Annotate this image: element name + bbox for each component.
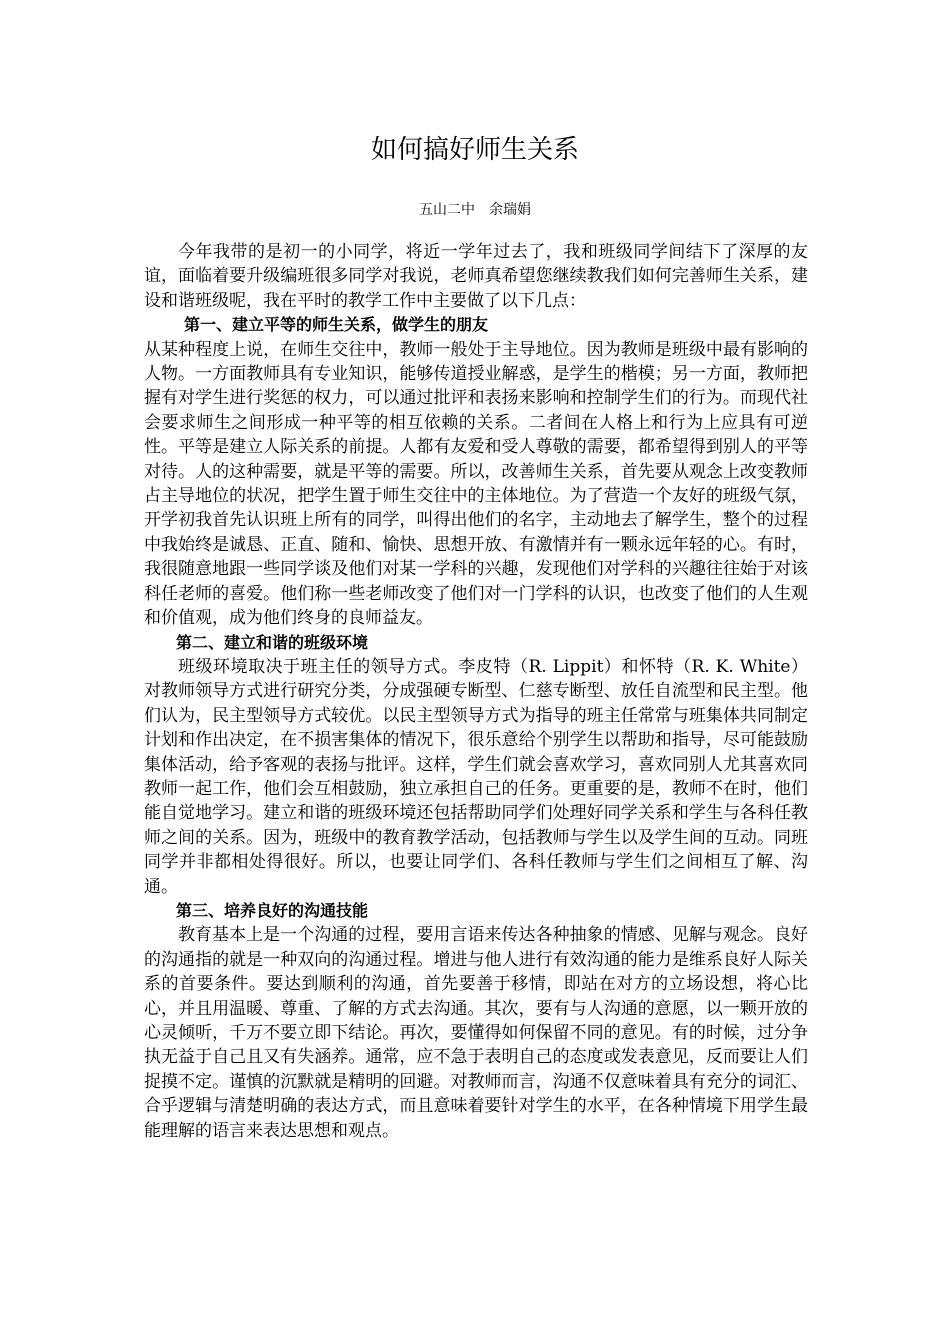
section-heading-3: 第三、培养良好的沟通技能: [176, 900, 369, 920]
intro-paragraph: 今年我带的是初一的小同学，将近一学年过去了，我和班级同学间结下了深厚的友谊，面临着要升级编班很多同学对我说，老师真希望您继续教我们如何完善师生关系，建设和谐班级呢，我在平时的教学工作中主要做了以下几点：: [144, 242, 808, 311]
section-paragraph-3: 教育基本上是一个沟通的过程，要用言语来传达各种抽象的情感、见解与观念。良好的沟通指的就是一种双向的沟通过程。增进与他人进行有效沟通的能力是维系良好人际关系的首要条件。要达到顺利的沟通，首先要善于移情，即站在对方的立场设想，将心比心，并且用温暖、尊重、了解的方式去沟通。其次，要有与人沟通的意愿，以一颗开放的心灵倾听，千万不要立即下结论。再次，要懂得如何保留不同的意见。有的时候，过分争执无益于自己且又有失涵养。通常，应不急于表明自己的态度或发表意见，反而要让人们捉摸不定。谨慎的沉默就是精明的回避。对教师而言，沟通不仅意味着具有充分的词汇、合乎逻辑与清楚明确的表达方式，而且意味着要针对学生的水平，在各种情境下用学生最能理解的语言来表达思想和观点。: [144, 925, 808, 1141]
section-paragraph-2: 班级环境取决于班主任的领导方式。李皮特（R. Lippit）和怀特（R. K. White）对教师领导方式进行研究分类，分成强硬专断型、仁慈专断型、放任自流型和民主型。他们认为，民主型领导方式较优。以民主型领导方式为指导的班主任常常与班集体共同制定计划和作出决定，在不损害集体的情况下，很乐意给个别学生以帮助和指导，尽可能鼓励集体活动，给予客观的表扬与批评。这样，学生们就会喜欢学习，喜欢同别人尤其喜欢同教师一起工作，他们会互相鼓励，独立承担自己的任务。更重要的是，教师不在时，他们能自觉地学习。建立和谐的班级环境还包括帮助同学们处理好同学关系和学生与各科任教师之间的关系。因为，班级中的教育教学活动，包括教师与学生以及学生间的互动。同班同学并非都相处得很好。所以，也要让同学们、各科任教师与学生们之间相互了解、沟通。: [144, 656, 808, 897]
section-heading-1: 第一、建立平等的师生关系，做学生的朋友: [184, 315, 489, 335]
document-body: [144, 240, 808, 1143]
document-author: 五山二中 余瑞娟: [419, 202, 531, 218]
section-heading-2: 第二、建立和谐的班级环境: [176, 632, 369, 652]
section-paragraph-1: 从某种程度上说，在师生交往中，教师一般处于主导地位。因为教师是班级中最有影响的人物。一方面教师具有专业知识，能够传道授业解惑，是学生的楷模；另一方面，教师把握有对学生进行奖惩的权力，可以通过批评和表扬来影响和控制学生们的行为。而现代社会要求师生之间形成一种平等的相互依赖的关系。二者间在人格上和行为上应具有可逆性。平等是建立人际关系的前提。人都有友爱和受人尊敬的需要，都希望得到别人的平等对待。人的这种需要，就是平等的需要。所以，改善师生关系，首先要从观念上改变教师占主导地位的状况，把学生置于师生交往中的主体地位。为了营造一个友好的班级气氛，开学初我首先认识班上所有的同学，叫得出他们的名字，主动地去了解学生，整个的过程中我始终是诚恳、正直、随和、愉快、思想开放、有激情并有一颗永远年轻的心。有时，我很随意地跟一些同学谈及他们对某一学科的兴趣，发现他们对学科的兴趣往往始于对该科任老师的喜爱。他们称一些老师改变了他们对一门学科的认识，也改变了他们的人生观和价值观，成为他们终身的良师益友。: [144, 339, 808, 629]
document-title: 如何搞好师生关系: [370, 135, 579, 165]
